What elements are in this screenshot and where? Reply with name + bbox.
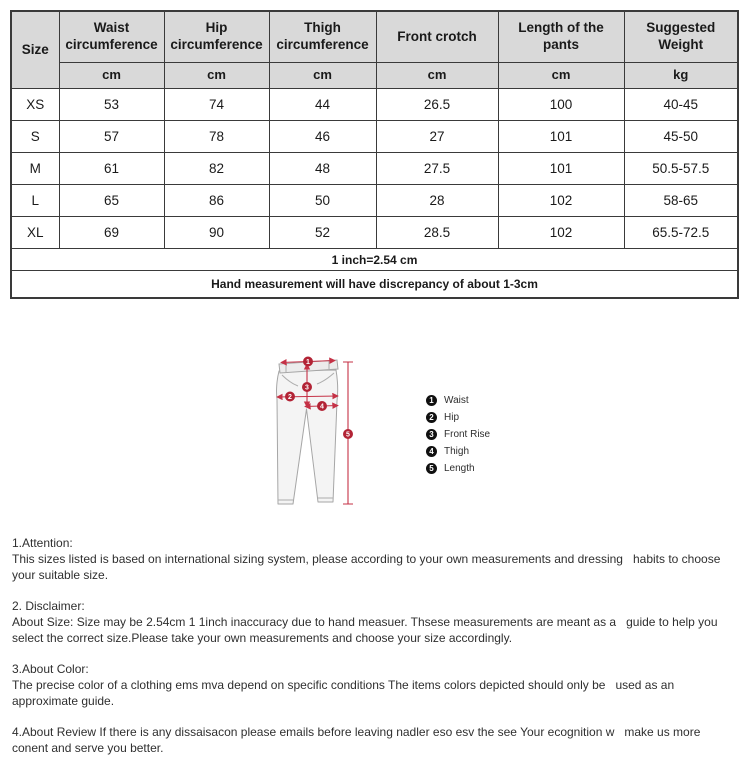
legend-number-icon: 4 <box>426 446 437 457</box>
note-body: The precise color of a clothing ems mva depend on specific conditions The items colors depicted should only be used as an approximate guide. <box>12 678 678 708</box>
data-cell: 74 <box>164 89 269 121</box>
legend-item-thigh <box>426 446 490 457</box>
column-header-front-crotch: Front crotch <box>376 11 498 63</box>
column-header-weight: Suggested Weight <box>624 11 738 63</box>
footnote-row-inch <box>11 249 738 271</box>
data-cell: 45-50 <box>624 121 738 153</box>
legend-number-icon: 5 <box>426 463 437 474</box>
footnote-row-discrepancy <box>11 271 738 299</box>
data-cell: 61 <box>59 153 164 185</box>
data-cell: 100 <box>498 89 624 121</box>
data-cell: 102 <box>498 185 624 217</box>
note-disclaimer <box>12 598 736 646</box>
size-cell: M <box>11 153 59 185</box>
size-cell: XS <box>11 89 59 121</box>
note-body: About Size: Size may be 2.54cm 1 1inch inaccuracy due to hand measuer. Thsese measurements are meant as a guide to help you select the correct size.Please take your own measurements and choose your size accordingly. <box>12 615 721 645</box>
column-header-length: Length of the pants <box>498 11 624 63</box>
note-attention <box>12 535 736 583</box>
legend-item-front-rise <box>426 429 490 440</box>
table-row-m <box>11 153 738 185</box>
legend-number-icon: 3 <box>426 429 437 440</box>
data-cell: 50.5-57.5 <box>624 153 738 185</box>
unit-cell: cm <box>376 63 498 89</box>
data-cell: 69 <box>59 217 164 249</box>
column-header-thigh: Thigh circumference <box>269 11 376 63</box>
pants-measurement-diagram-icon <box>253 349 363 511</box>
note-body: This sizes listed is based on international sizing system, please according to your own measurements and dressing habits to choose your suitable size. <box>12 552 724 582</box>
note-heading: 1.Attention: <box>12 536 73 550</box>
table-row-s <box>11 121 738 153</box>
note-about-review <box>12 724 736 756</box>
unit-cell: cm <box>498 63 624 89</box>
data-cell: 86 <box>164 185 269 217</box>
svg-text:1: 1 <box>306 359 310 366</box>
measurement-diagram-section <box>0 349 750 521</box>
data-cell: 28 <box>376 185 498 217</box>
legend-label: Front Rise <box>444 429 491 440</box>
marker-thigh <box>317 401 327 411</box>
size-cell: L <box>11 185 59 217</box>
note-heading: 2. Disclaimer: <box>12 599 85 613</box>
data-cell: 102 <box>498 217 624 249</box>
data-cell: 78 <box>164 121 269 153</box>
legend-item-waist <box>426 395 490 406</box>
legend-number-icon: 1 <box>426 395 437 406</box>
note-body: 4.About Review If there is any dissaisacon please emails before leaving nadler eso esv the see Your ecognition w make us more conent and serve you better. <box>12 725 704 755</box>
measurement-legend <box>426 395 490 480</box>
data-cell: 52 <box>269 217 376 249</box>
data-cell: 90 <box>164 217 269 249</box>
unit-cell: cm <box>269 63 376 89</box>
data-cell: 101 <box>498 153 624 185</box>
data-cell: 44 <box>269 89 376 121</box>
marker-front-rise <box>302 382 312 392</box>
table-row-xl <box>11 217 738 249</box>
data-cell: 57 <box>59 121 164 153</box>
data-cell: 58-65 <box>624 185 738 217</box>
size-cell: S <box>11 121 59 153</box>
header-row <box>11 11 738 63</box>
legend-label: Waist <box>444 395 469 406</box>
data-cell: 40-45 <box>624 89 738 121</box>
legend-label: Thigh <box>444 446 470 457</box>
data-cell: 28.5 <box>376 217 498 249</box>
notes-section <box>12 535 736 756</box>
measurement-discrepancy-note: Hand measurement will have discrepancy of about 1-3cm <box>11 271 738 299</box>
size-column-header: Size <box>11 11 59 89</box>
data-cell: 48 <box>269 153 376 185</box>
inch-conversion-note: 1 inch=2.54 cm <box>11 249 738 271</box>
unit-cell: cm <box>59 63 164 89</box>
data-cell: 46 <box>269 121 376 153</box>
note-about-color <box>12 661 736 709</box>
data-cell: 82 <box>164 153 269 185</box>
legend-item-length <box>426 463 490 474</box>
data-cell: 65 <box>59 185 164 217</box>
data-cell: 50 <box>269 185 376 217</box>
svg-text:3: 3 <box>305 384 309 392</box>
data-cell: 101 <box>498 121 624 153</box>
column-header-hip: Hip circumference <box>164 11 269 63</box>
unit-row <box>11 63 738 89</box>
marker-length <box>343 429 353 439</box>
svg-text:2: 2 <box>288 394 292 401</box>
unit-cell: kg <box>624 63 738 89</box>
data-cell: 65.5-72.5 <box>624 217 738 249</box>
data-cell: 27 <box>376 121 498 153</box>
svg-text:4: 4 <box>320 403 324 411</box>
legend-item-hip <box>426 412 490 423</box>
size-chart-table <box>10 10 739 299</box>
column-header-waist: Waist circumference <box>59 11 164 63</box>
table-row-l <box>11 185 738 217</box>
legend-label: Length <box>444 463 475 474</box>
legend-number-icon: 2 <box>426 412 437 423</box>
marker-hip <box>285 392 295 402</box>
data-cell: 26.5 <box>376 89 498 121</box>
data-cell: 27.5 <box>376 153 498 185</box>
table-row-xs <box>11 89 738 121</box>
size-cell: XL <box>11 217 59 249</box>
marker-waist <box>303 357 313 367</box>
legend-label: Hip <box>444 412 460 423</box>
unit-cell: cm <box>164 63 269 89</box>
svg-text:5: 5 <box>346 431 350 439</box>
note-heading: 3.About Color: <box>12 662 89 676</box>
data-cell: 53 <box>59 89 164 121</box>
